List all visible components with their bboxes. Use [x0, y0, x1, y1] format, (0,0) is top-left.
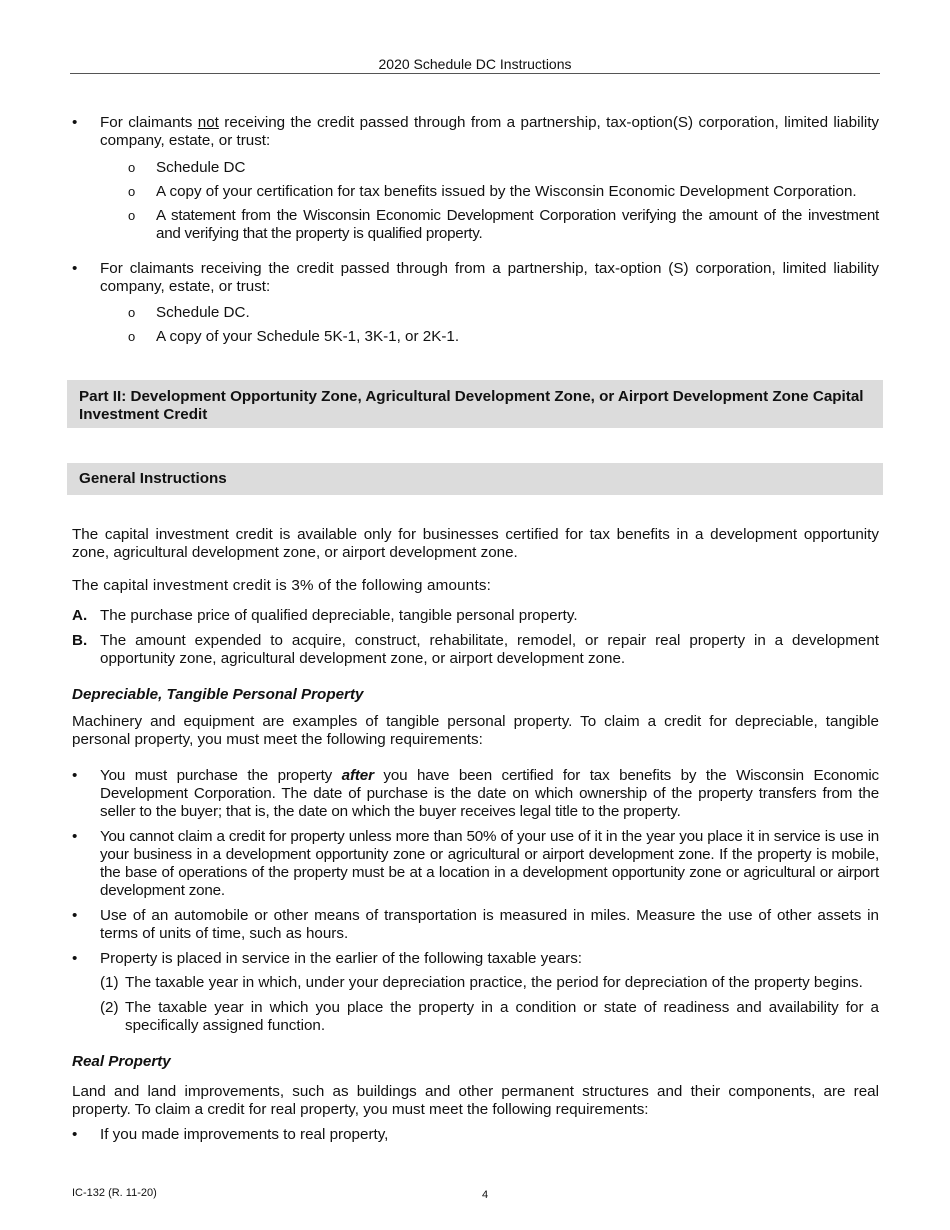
- item-letter-a: A.: [72, 607, 88, 624]
- hollow-bullet-icon: o: [128, 184, 136, 199]
- bullet-icon: •: [72, 828, 78, 845]
- underlined-word: not: [197, 114, 219, 131]
- list-item: A copy of your Schedule 5K-1, 3K-1, or 2K-1.: [156, 328, 460, 345]
- part2-heading: Part II: Development Opportunity Zone, Agricultural Development Zone, or Airport Development Zone Capital Investment Credit: [79, 388, 864, 423]
- list-item: A copy of your certification for tax benefits issued by the Wisconsin Economic Development Corporation.: [156, 183, 857, 200]
- list-item: Schedule DC: [156, 159, 246, 176]
- letter-label: B: [72, 632, 83, 649]
- hollow-bullet-icon: o: [128, 208, 136, 223]
- depreciable-intro: Machinery and equipment are examples of tangible personal property. To claim a credit for depreciable, tangible personal property, you must meet the following requirements:: [72, 713, 879, 748]
- numbered-label: (1): [100, 974, 119, 991]
- list-item: Schedule DC.: [156, 304, 250, 321]
- item-b-text: The amount expended to acquire, construct, rehabilitate, remodel, or repair real property in a development opportunity zone, agricultural development zone, or airport development zone.: [100, 632, 879, 667]
- bullet-icon: •: [72, 907, 78, 924]
- page-number: 4: [481, 1189, 489, 1201]
- real-property-heading: Real Property: [72, 1053, 171, 1070]
- text-segment: For claimants: [100, 114, 198, 131]
- item-letter-b: B.: [72, 632, 88, 649]
- claimant-not-passthrough-text: [100, 114, 879, 150]
- usage-requirement-text: You cannot claim a credit for property unless more than 50% of your use of it in the year you place it in service is use in your business in a development opportunity zone or agricultural or airport development zone. If the property is mobile, the base of operations of the property must be at a location in a development opportunity zone or agricultural or airport development zone.: [100, 828, 879, 899]
- general-instructions-heading: General Instructions: [79, 470, 227, 487]
- text-segment: you have been certified for tax benefits by the Wisconsin Economic Development Corporation. The date of purchase is the date on which ownership of the property transfers from the seller to the buyer; that is, the date on which the buyer receives legal title to the property.: [100, 767, 879, 820]
- text-segment: receiving the credit passed through from a partnership, tax-option(S) corporation, limited liability company, estate, or trust:: [100, 114, 880, 149]
- form-identifier: IC-132 (R. 11-20): [72, 1187, 157, 1199]
- bullet-icon: •: [72, 767, 78, 784]
- bullet-icon: •: [72, 260, 78, 277]
- numbered-label: (2): [100, 999, 119, 1016]
- item-a-text: The purchase price of qualified depreciable, tangible personal property.: [100, 607, 578, 624]
- measurement-text: Use of an automobile or other means of transportation is measured in miles. Measure the use of other assets in terms of units of time, such as hours.: [100, 907, 879, 942]
- page-header-title: 2020 Schedule DC Instructions: [378, 56, 572, 72]
- numbered-item: The taxable year in which, under your depreciation practice, the period for depreciation of the property begins.: [125, 974, 863, 991]
- list-item: A statement from the Wisconsin Economic Development Corporation verifying the amount of the investment and verifying that the property is qualified property.: [156, 207, 879, 242]
- bullet-icon: •: [72, 114, 78, 131]
- depreciable-heading: Depreciable, Tangible Personal Property: [72, 686, 364, 703]
- hollow-bullet-icon: o: [128, 160, 136, 175]
- hollow-bullet-icon: o: [128, 329, 136, 344]
- text-segment: You must purchase the property: [100, 767, 342, 784]
- numbered-item: The taxable year in which you place the property in a condition or state of readiness and availability for a specifically assigned function.: [125, 999, 879, 1034]
- placed-in-service-text: Property is placed in service in the earlier of the following taxable years:: [100, 950, 583, 967]
- intro-paragraph: The capital investment credit is available only for businesses certified for tax benefits in a development opportunity zone, agricultural development zone, or airport development zone.: [72, 526, 879, 561]
- header-divider: [70, 73, 880, 74]
- real-property-improvements-text: If you made improvements to real property,: [100, 1126, 389, 1143]
- bullet-icon: •: [72, 1126, 78, 1143]
- claimant-passthrough-text: For claimants receiving the credit passed through from a partnership, tax-option (S) corporation, limited liability company, estate, or trust:: [100, 260, 879, 295]
- emphasized-word: after: [341, 767, 374, 784]
- hollow-bullet-icon: o: [128, 305, 136, 320]
- bullet-icon: •: [72, 950, 78, 967]
- letter-label: A: [72, 607, 83, 624]
- purchase-after-certification-text: [100, 767, 879, 821]
- real-property-intro: Land and land improvements, such as buildings and other permanent structures and their components, are real property. To claim a credit for real property, you must meet the following requirements:: [72, 1083, 879, 1118]
- credit-rate-paragraph: The capital investment credit is 3% of the following amounts:: [72, 577, 492, 594]
